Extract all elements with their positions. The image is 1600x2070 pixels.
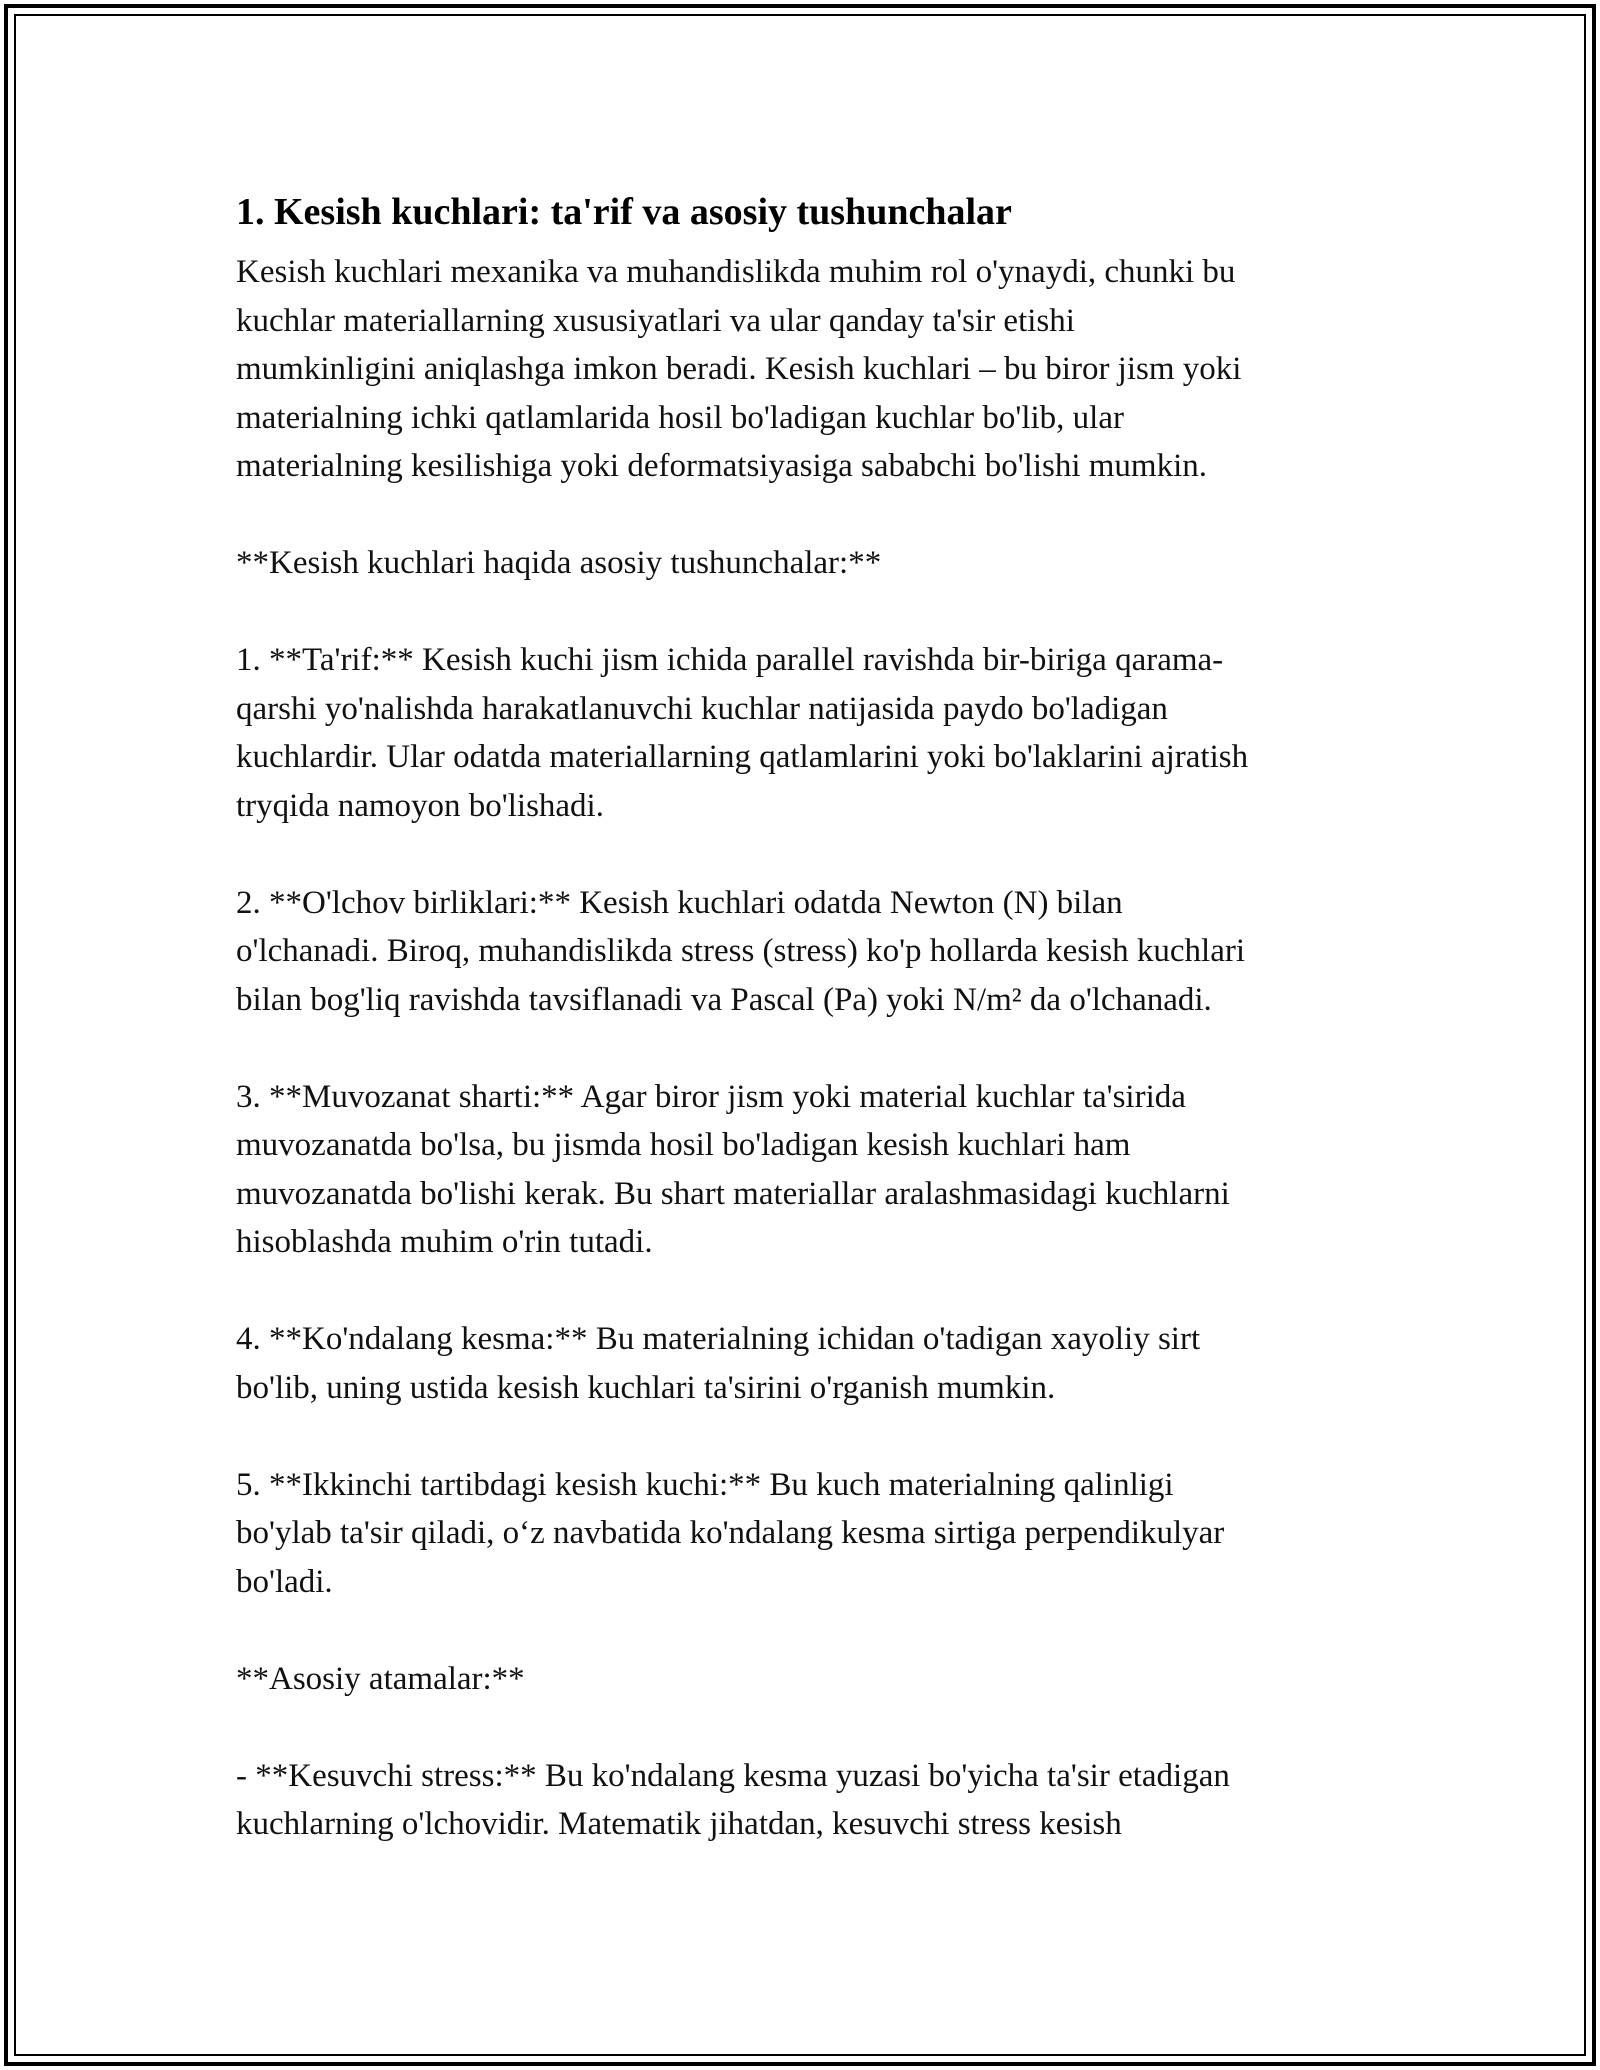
paragraph-item-2: 2. **O'lchov birliklari:** Kesish kuchlari odatda Newton (N) bilan o'lchanadi. Biroq, muhandislikda stress (stress) ko'p hollarda kesish kuchlari bilan bog'liq ravishda tavsiflanadi va Pascal (Pa) yoki N/m² da o'lchanadi. [236,884,1246,1018]
paragraph-term-1: - **Kesuvchi stress:** Bu ko'ndalang kesma yuzasi bo'yicha ta'sir etadigan kuchlarning o'lchovidir. Matematik jihatdan, kesuvchi stress kesish [236,1757,1230,1842]
paragraph-terms-heading: **Asosiy atamalar:** [236,1660,525,1697]
paragraph-item-4: 4. **Ko'ndalang kesma:** Bu materialning ichidan o'tadigan xayoliy sirt bo'lib, uning ustida kesish kuchlari ta'sirini o'rganish mumkin. [236,1321,1201,1406]
document-title: 1. Kesish kuchlari: ta'rif va asosiy tushunchalar [236,191,1012,233]
document-body [236,186,1366,1897]
paragraph-item-3: 3. **Muvozanat sharti:** Agar biror jism yoki material kuchlar ta'sirida muvozanatda bo'lsa, bu jismda hosil bo'ladigan kesish kuchlari ham muvozanatda bo'lishi kerak. Bu shart materiallar aralashmasidagi kuchlarni hisoblashda muhim o'rin tutadi. [236,1078,1230,1260]
paragraph-concepts-heading: **Kesish kuchlari haqida asosiy tushunchalar:** [236,545,882,581]
paragraph-item-1: 1. **Ta'rif:** Kesish kuchi jism ichida parallel ravishda bir-biriga qarama- qarshi yo'nalishda harakatlanuvchi kuchlar natijasida paydo bo'ladigan kuchlardir. Ular odatda materiallarning qatlamlarini yoki bo'laklarini ajratish tryqida namoyon bo'lishadi. [236,642,1249,824]
paragraph-item-5: 5. **Ikkinchi tartibdagi kesish kuchi:** Bu kuch materialning qalinligi bo'ylab ta'sir qiladi, o‘z navbatida ko'ndalang kesma sirtiga perpendikulyar bo'ladi. [236,1466,1225,1600]
paragraph-intro: Kesish kuchlari mexanika va muhandislikda muhim rol o'ynaydi, chunki bu kuchlar materiallarning xususiyatlari va ular qanday ta'sir etishi mumkinligini aniqlashga imkon beradi. Kesish kuchlari – bu biror jism yoki materialning ichki qatlamlarida hosil bo'ladigan kuchlar bo'lib, ular materialning kesilishiga yoki deformatsiyasiga sababchi bo'lishi mumkin. [236,254,1242,484]
